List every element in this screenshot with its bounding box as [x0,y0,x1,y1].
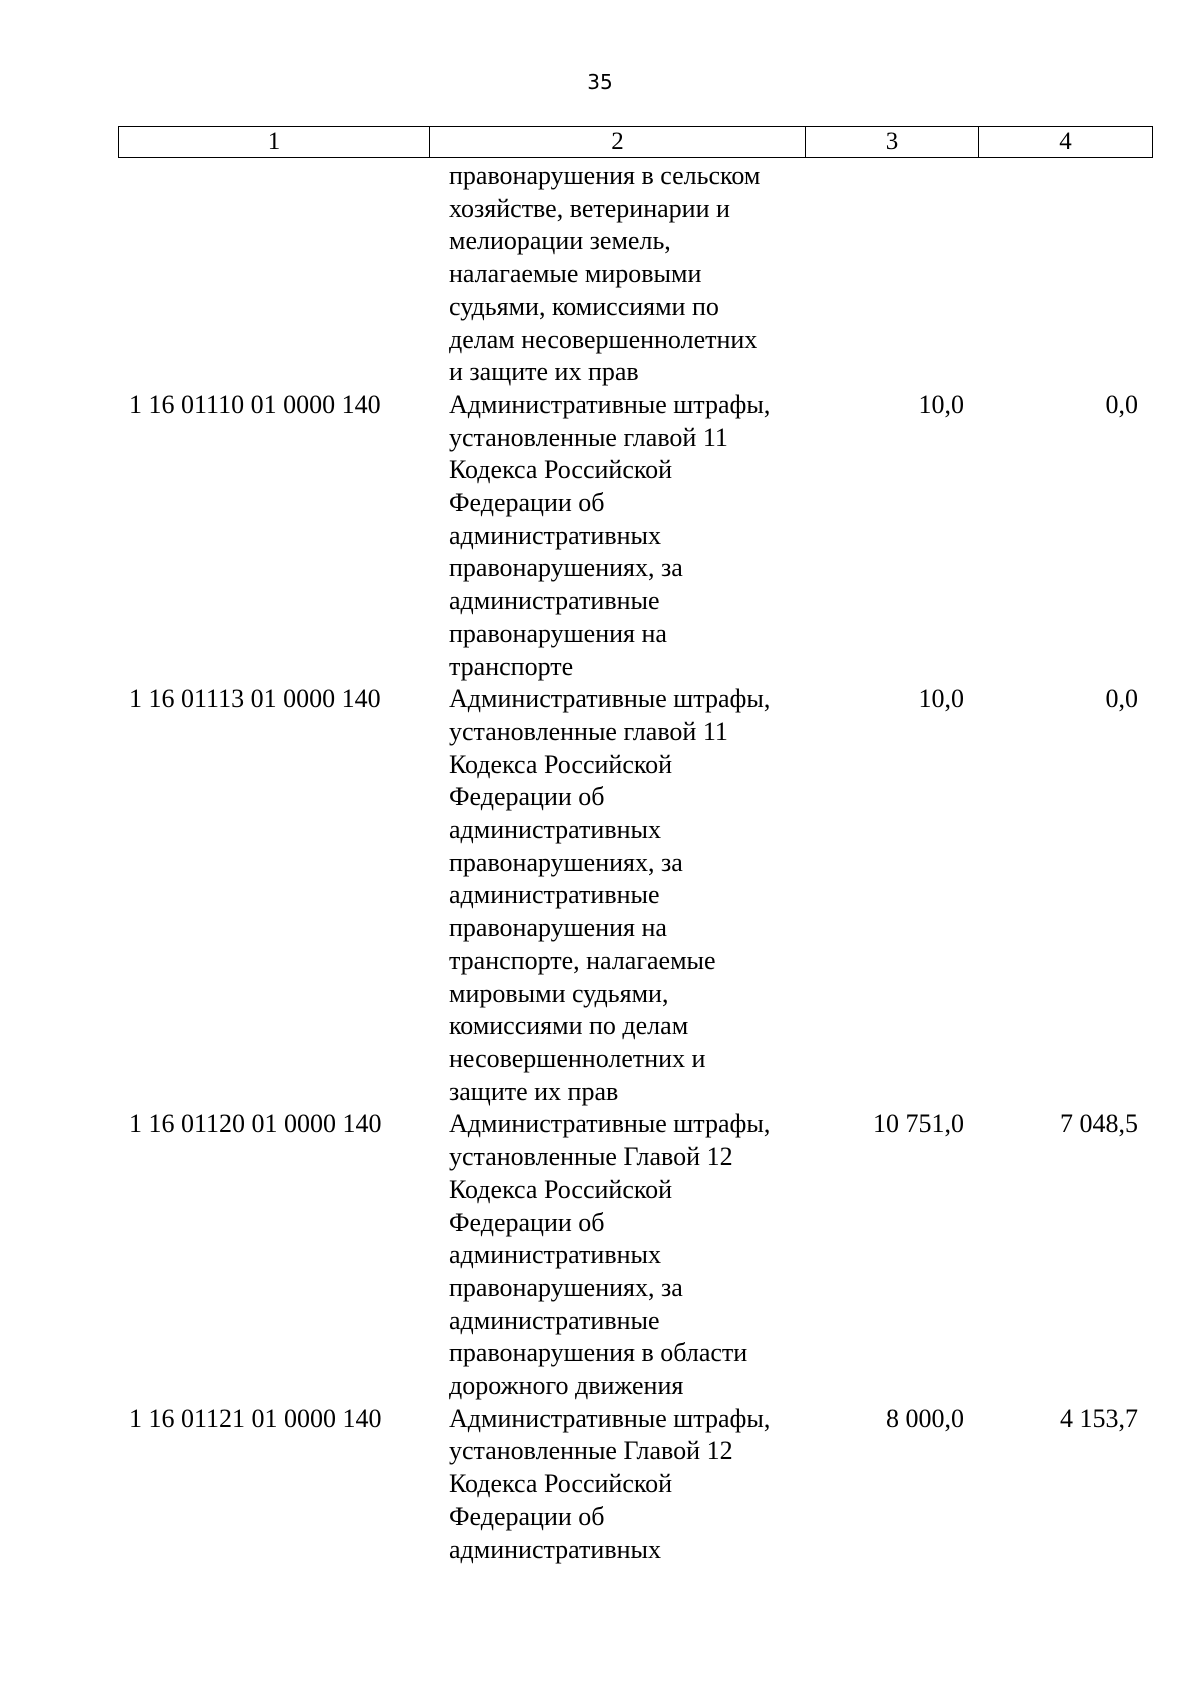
cell-name-line: Кодекса Российской [449,1469,673,1499]
cell-value-4: 7 048,5 [1060,1109,1138,1139]
header-col-2: 2 [430,127,806,158]
table-row [118,1108,1150,1402]
cell-name-line: административных [449,815,661,845]
cell-value-4: 4 153,7 [1060,1403,1138,1433]
cell-value-3: 8 000,0 [886,1403,964,1433]
cell-name-line: правонарушениях, за [449,847,683,877]
cell-name-line: Кодекса Российской [449,1174,673,1204]
cell-name-line: комиссиями по делам [449,1011,689,1041]
header-row [119,127,1153,158]
header-col-3: 3 [806,127,979,158]
cell-name-line: дорожного движения [449,1371,684,1401]
cell-name-line: мелиорации земель, [449,226,671,256]
cell-name-line: правонарушениях, за [449,1272,683,1302]
cell-name-line: Административные штрафы, [449,389,771,419]
cell-name-line: установленные главой 11 [449,422,728,452]
cell-name-line: правонарушения на [449,618,667,648]
cell-name-line: Федерации об [449,1501,605,1531]
header-col-4: 4 [979,127,1153,158]
table-body [118,160,1150,1566]
cell-name-line: Федерации об [449,782,605,812]
cell-code: 1 16 01120 01 0000 140 [129,1109,382,1139]
cell-name [428,389,803,683]
table-row [118,683,1150,1108]
cell-value-4: 0,0 [1105,684,1138,714]
cell-name-line: мировыми судьями, [449,978,669,1008]
cell-name-line: административные [449,586,660,616]
cell-name-line: правонарушения в сельском [449,161,761,190]
cell-name-line: административных [449,520,661,550]
cell-code: 1 16 01113 01 0000 140 [129,684,381,714]
cell-name-line: Кодекса Российской [449,749,673,779]
table-row [118,389,1150,683]
cell-name-line: Федерации об [449,1207,605,1237]
cell-name-line: Административные штрафы, [449,684,771,714]
cell-value-4: 0,0 [1105,389,1138,419]
cell-name-line: и защите их прав [449,357,639,387]
cell-value-3: 10 751,0 [873,1109,964,1139]
cell-value-3: 10,0 [918,684,964,714]
table-row [118,1403,1150,1567]
cell-name [428,160,803,389]
cell-name-line: защите их прав [449,1076,619,1106]
cell-name [428,1403,803,1567]
cell-name-line: Кодекса Российской [449,455,673,485]
table-row [118,160,1150,389]
cell-name-line: административные [449,1305,660,1335]
cell-name-line: Административные штрафы, [449,1109,771,1139]
cell-name-line: Федерации об [449,488,605,518]
cell-name-line: судьями, комиссиями по [449,291,719,321]
cell-name-line: делам несовершеннолетних [449,324,758,354]
cell-name-line: налагаемые мировыми [449,259,702,289]
cell-code: 1 16 01110 01 0000 140 [129,389,381,419]
cell-code: 1 16 01121 01 0000 140 [129,1403,382,1433]
cell-name-line: хозяйстве, ветеринарии и [449,193,730,223]
cell-name-line: транспорте [449,651,574,681]
cell-name-line: несовершеннолетних и [449,1043,706,1073]
cell-name-line: административных [449,1534,661,1564]
cell-name-line: установленные главой 11 [449,716,728,746]
cell-value-3: 10,0 [918,389,964,419]
cell-name-line: правонарушения на [449,913,667,943]
cell-name [428,683,803,1108]
cell-name-line: транспорте, налагаемые [449,945,716,975]
cell-name [428,1108,803,1402]
cell-name-line: установленные Главой 12 [449,1436,733,1466]
table-header [118,126,1153,158]
cell-name-line: правонарушения в области [449,1338,748,1368]
cell-name-line: Административные штрафы, [449,1403,771,1433]
header-col-1: 1 [119,127,430,158]
cell-name-line: административные [449,880,660,910]
page-number: 35 [587,70,613,94]
cell-name-line: правонарушениях, за [449,553,683,583]
cell-name-line: установленные Главой 12 [449,1142,733,1172]
cell-name-line: административных [449,1240,661,1270]
